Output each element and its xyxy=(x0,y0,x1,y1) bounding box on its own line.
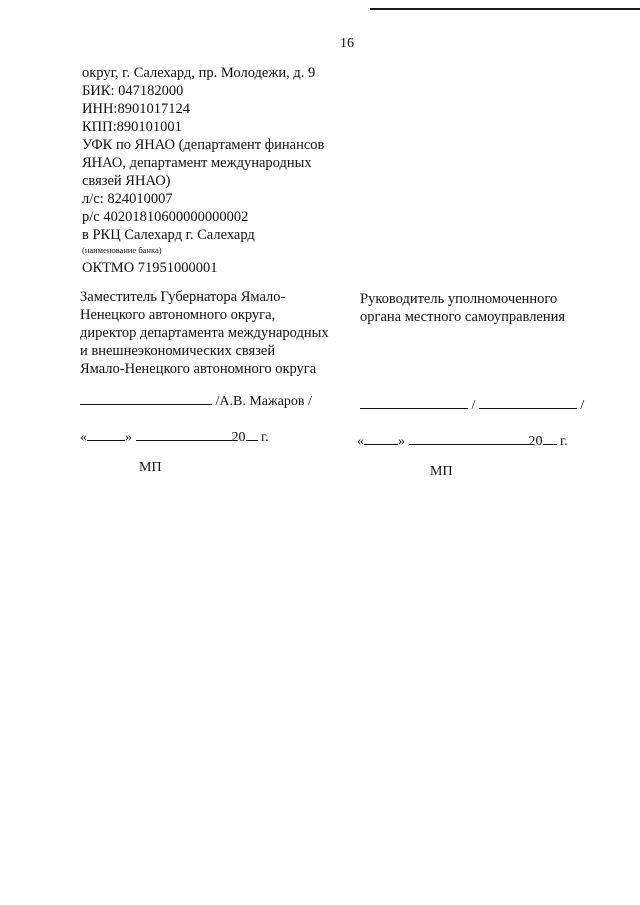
bank-address-line: округ, г. Салехард, пр. Молодежи, д. 9 xyxy=(82,65,316,81)
day-blank xyxy=(364,432,398,445)
left-signatory-name: /А.В. Мажаров / xyxy=(215,394,312,409)
date-close-quote: » xyxy=(398,434,405,449)
signature-slash: / xyxy=(580,398,585,413)
month-blank xyxy=(409,432,529,445)
left-signatory-position xyxy=(80,288,360,378)
ufk-line-2: ЯНАО, департамент международных xyxy=(82,155,312,171)
right-signature-line xyxy=(360,396,584,414)
year-blank xyxy=(543,432,557,445)
kpp-line: КПП:890101001 xyxy=(82,119,182,135)
signature-blank xyxy=(80,392,212,405)
left-stamp-placeholder: МП xyxy=(139,460,162,475)
left-date-line xyxy=(80,428,269,446)
left-position-line: Ямало-Ненецкого автономного округа xyxy=(80,361,317,377)
settlement-account-line: р/с 40201810600000000002 xyxy=(82,209,249,225)
left-position-line: директор департамента международных xyxy=(80,325,329,341)
left-position-line: Заместитель Губернатора Ямало- xyxy=(80,289,286,305)
page-number: 16 xyxy=(340,36,354,51)
year-suffix: г. xyxy=(560,434,568,449)
signature-blank xyxy=(360,396,468,409)
date-close-quote: » xyxy=(125,430,132,445)
date-open-quote: « xyxy=(357,434,364,449)
ufk-line-3: связей ЯНАО) xyxy=(82,173,171,189)
bik-line: БИК: 047182000 xyxy=(82,83,184,99)
month-blank xyxy=(136,428,232,441)
ufk-line: УФК по ЯНАО (департамент финансов xyxy=(82,137,325,153)
left-position-line: Ненецкого автономного округа, xyxy=(80,307,276,323)
oktmo-line: ОКТМО 71951000001 xyxy=(82,260,218,276)
right-stamp-placeholder: МП xyxy=(430,464,453,479)
name-blank xyxy=(479,396,577,409)
right-signatory-position xyxy=(360,290,630,326)
inn-line: ИНН:8901017124 xyxy=(82,101,190,117)
right-position-line: Руководитель уполномоченного xyxy=(360,291,558,307)
year-blank xyxy=(246,428,258,441)
signature-slash: / xyxy=(471,398,476,413)
left-position-line: и внешнеэкономических связей xyxy=(80,343,276,359)
bank-name-caption: (наименование банка) xyxy=(82,245,162,255)
year-prefix: 20 xyxy=(231,430,246,445)
year-prefix: 20 xyxy=(528,434,543,449)
left-signature-line xyxy=(80,392,312,410)
bank-details xyxy=(82,64,382,277)
header-rule xyxy=(370,8,640,10)
bank-name-line: в РКЦ Салехард г. Салехард xyxy=(82,227,255,243)
right-date-line xyxy=(357,432,568,450)
personal-account-line: л/с: 824010007 xyxy=(82,191,173,207)
day-blank xyxy=(87,428,125,441)
right-position-line: органа местного самоуправления xyxy=(360,309,566,325)
date-open-quote: « xyxy=(80,430,87,445)
year-suffix: г. xyxy=(261,430,269,445)
